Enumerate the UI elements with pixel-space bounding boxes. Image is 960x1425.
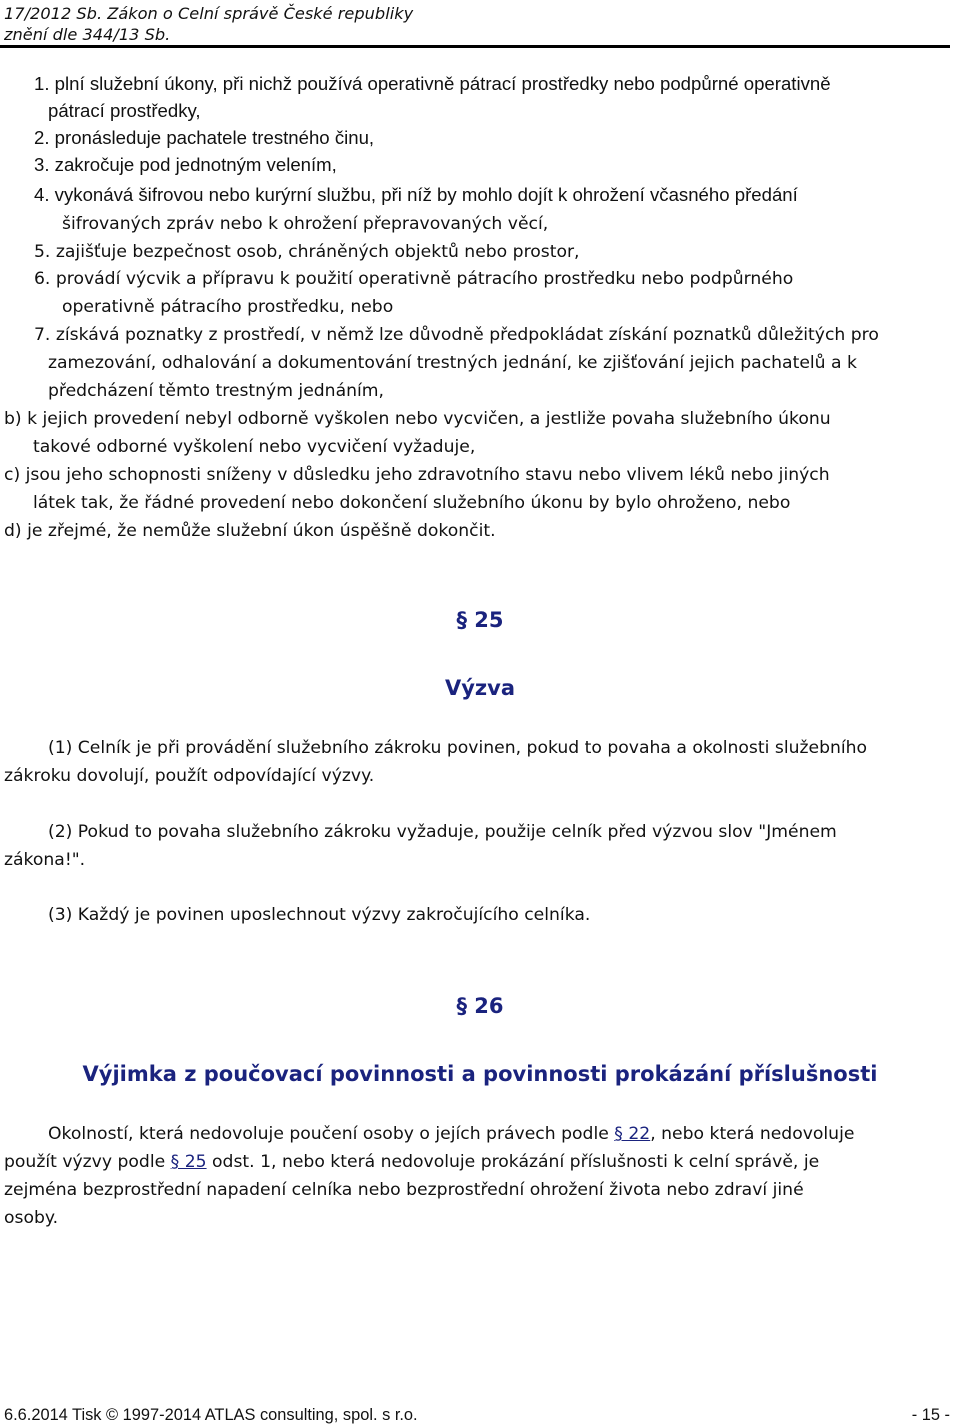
list-item: takové odborné vyškolení nebo vycvičení vyžaduje, [33, 437, 476, 457]
document-header-version: znění dle 344/13 Sb. [4, 25, 171, 44]
list-item: 2. pronásleduje pachatele trestného činu, [34, 127, 375, 148]
list-item: šifrovaných zpráv nebo k ohrožení přepravovaných věcí, [62, 214, 549, 234]
list-item: 4. vykonává šifrovou nebo kurýrní službu, při níž by mohlo dojít k ohrožení včasného předání [34, 184, 798, 205]
list-item: 5. zajišťuje bezpečnost osob, chráněných objektů nebo prostor, [34, 242, 580, 262]
paragraph-line [48, 1122, 854, 1146]
document-header-title: 17/2012 Sb. Zákon o Celní správě České republiky [4, 4, 414, 23]
list-item: pátrací prostředky, [48, 100, 201, 121]
paragraph-line: (2) Pokud to povaha služebního zákroku vyžaduje, použije celník před výzvou slov "Jménem [48, 822, 837, 842]
paragraph-line [4, 1150, 819, 1174]
section-25-link[interactable]: § 25 [170, 1152, 207, 1172]
paragraph-line: zejména bezprostřední napadení celníka nebo bezprostřední ohrožení života nebo zdraví jiné [4, 1180, 804, 1200]
list-item: operativně pátracího prostředku, nebo [62, 297, 394, 317]
list-item: látek tak, že řádné provedení nebo dokončení služebního úkonu by bylo ohroženo, nebo [33, 493, 791, 513]
list-item: 3. zakročuje pod jednotným velením, [34, 154, 337, 175]
list-item: c) jsou jeho schopnosti sníženy v důsledku jeho zdravotního stavu nebo vlivem léků nebo jiných [4, 465, 830, 485]
section-22-link[interactable]: § 22 [614, 1124, 651, 1144]
list-item: 7. získává poznatky z prostředí, v němž lze důvodně předpokládat získání poznatků důležitých pro [34, 325, 879, 345]
footer-copyright: 6.6.2014 Tisk © 1997-2014 ATLAS consulting, spol. s r.o. [4, 1406, 418, 1424]
section-26-title: Výjimka z poučovací povinnosti a povinnosti prokázání příslušnosti [82, 1062, 878, 1086]
paragraph-text: použít výzvy podle [4, 1152, 171, 1172]
list-item: zamezování, odhalování a dokumentování trestných jednání, ke zjišťování jejich pachatelů a k [48, 353, 857, 373]
paragraph-line: zákona!". [4, 850, 86, 870]
header-divider [0, 45, 950, 48]
paragraph-line: osoby. [4, 1208, 59, 1228]
paragraph-text: Okolností, která nedovoluje poučení osoby o jejích právech podle [48, 1124, 615, 1144]
paragraph-line: zákroku dovolují, použít odpovídající výzvy. [4, 766, 375, 786]
paragraph-line: (3) Každý je povinen uposlechnout výzvy zakročujícího celníka. [48, 905, 591, 925]
section-26-number: § 26 [456, 994, 504, 1018]
list-item: b) k jejich provedení nebyl odborně vyškolen nebo vycvičen, a jestliže povaha služebního úkonu [4, 409, 831, 429]
paragraph-line: (1) Celník je při provádění služebního zákroku povinen, pokud to povaha a okolnosti služebního [48, 738, 868, 758]
list-item: d) je zřejmé, že nemůže služební úkon úspěšně dokončit. [4, 521, 496, 541]
section-25-number: § 25 [456, 608, 504, 632]
list-item: 6. provádí výcvik a přípravu k použití operativně pátracího prostředku nebo podpůrného [34, 269, 794, 289]
list-item: 1. plní služební úkony, při nichž používá operativně pátrací prostředky nebo podpůrné operativně [34, 73, 831, 94]
paragraph-text: , nebo která nedovoluje [650, 1124, 855, 1144]
list-item: předcházení těmto trestným jednáním, [48, 381, 384, 401]
section-25-title: Výzva [444, 676, 516, 700]
paragraph-text: odst. 1, nebo která nedovoluje prokázání příslušnosti k celní správě, je [206, 1152, 820, 1172]
page-number: - 15 - [911, 1406, 950, 1424]
